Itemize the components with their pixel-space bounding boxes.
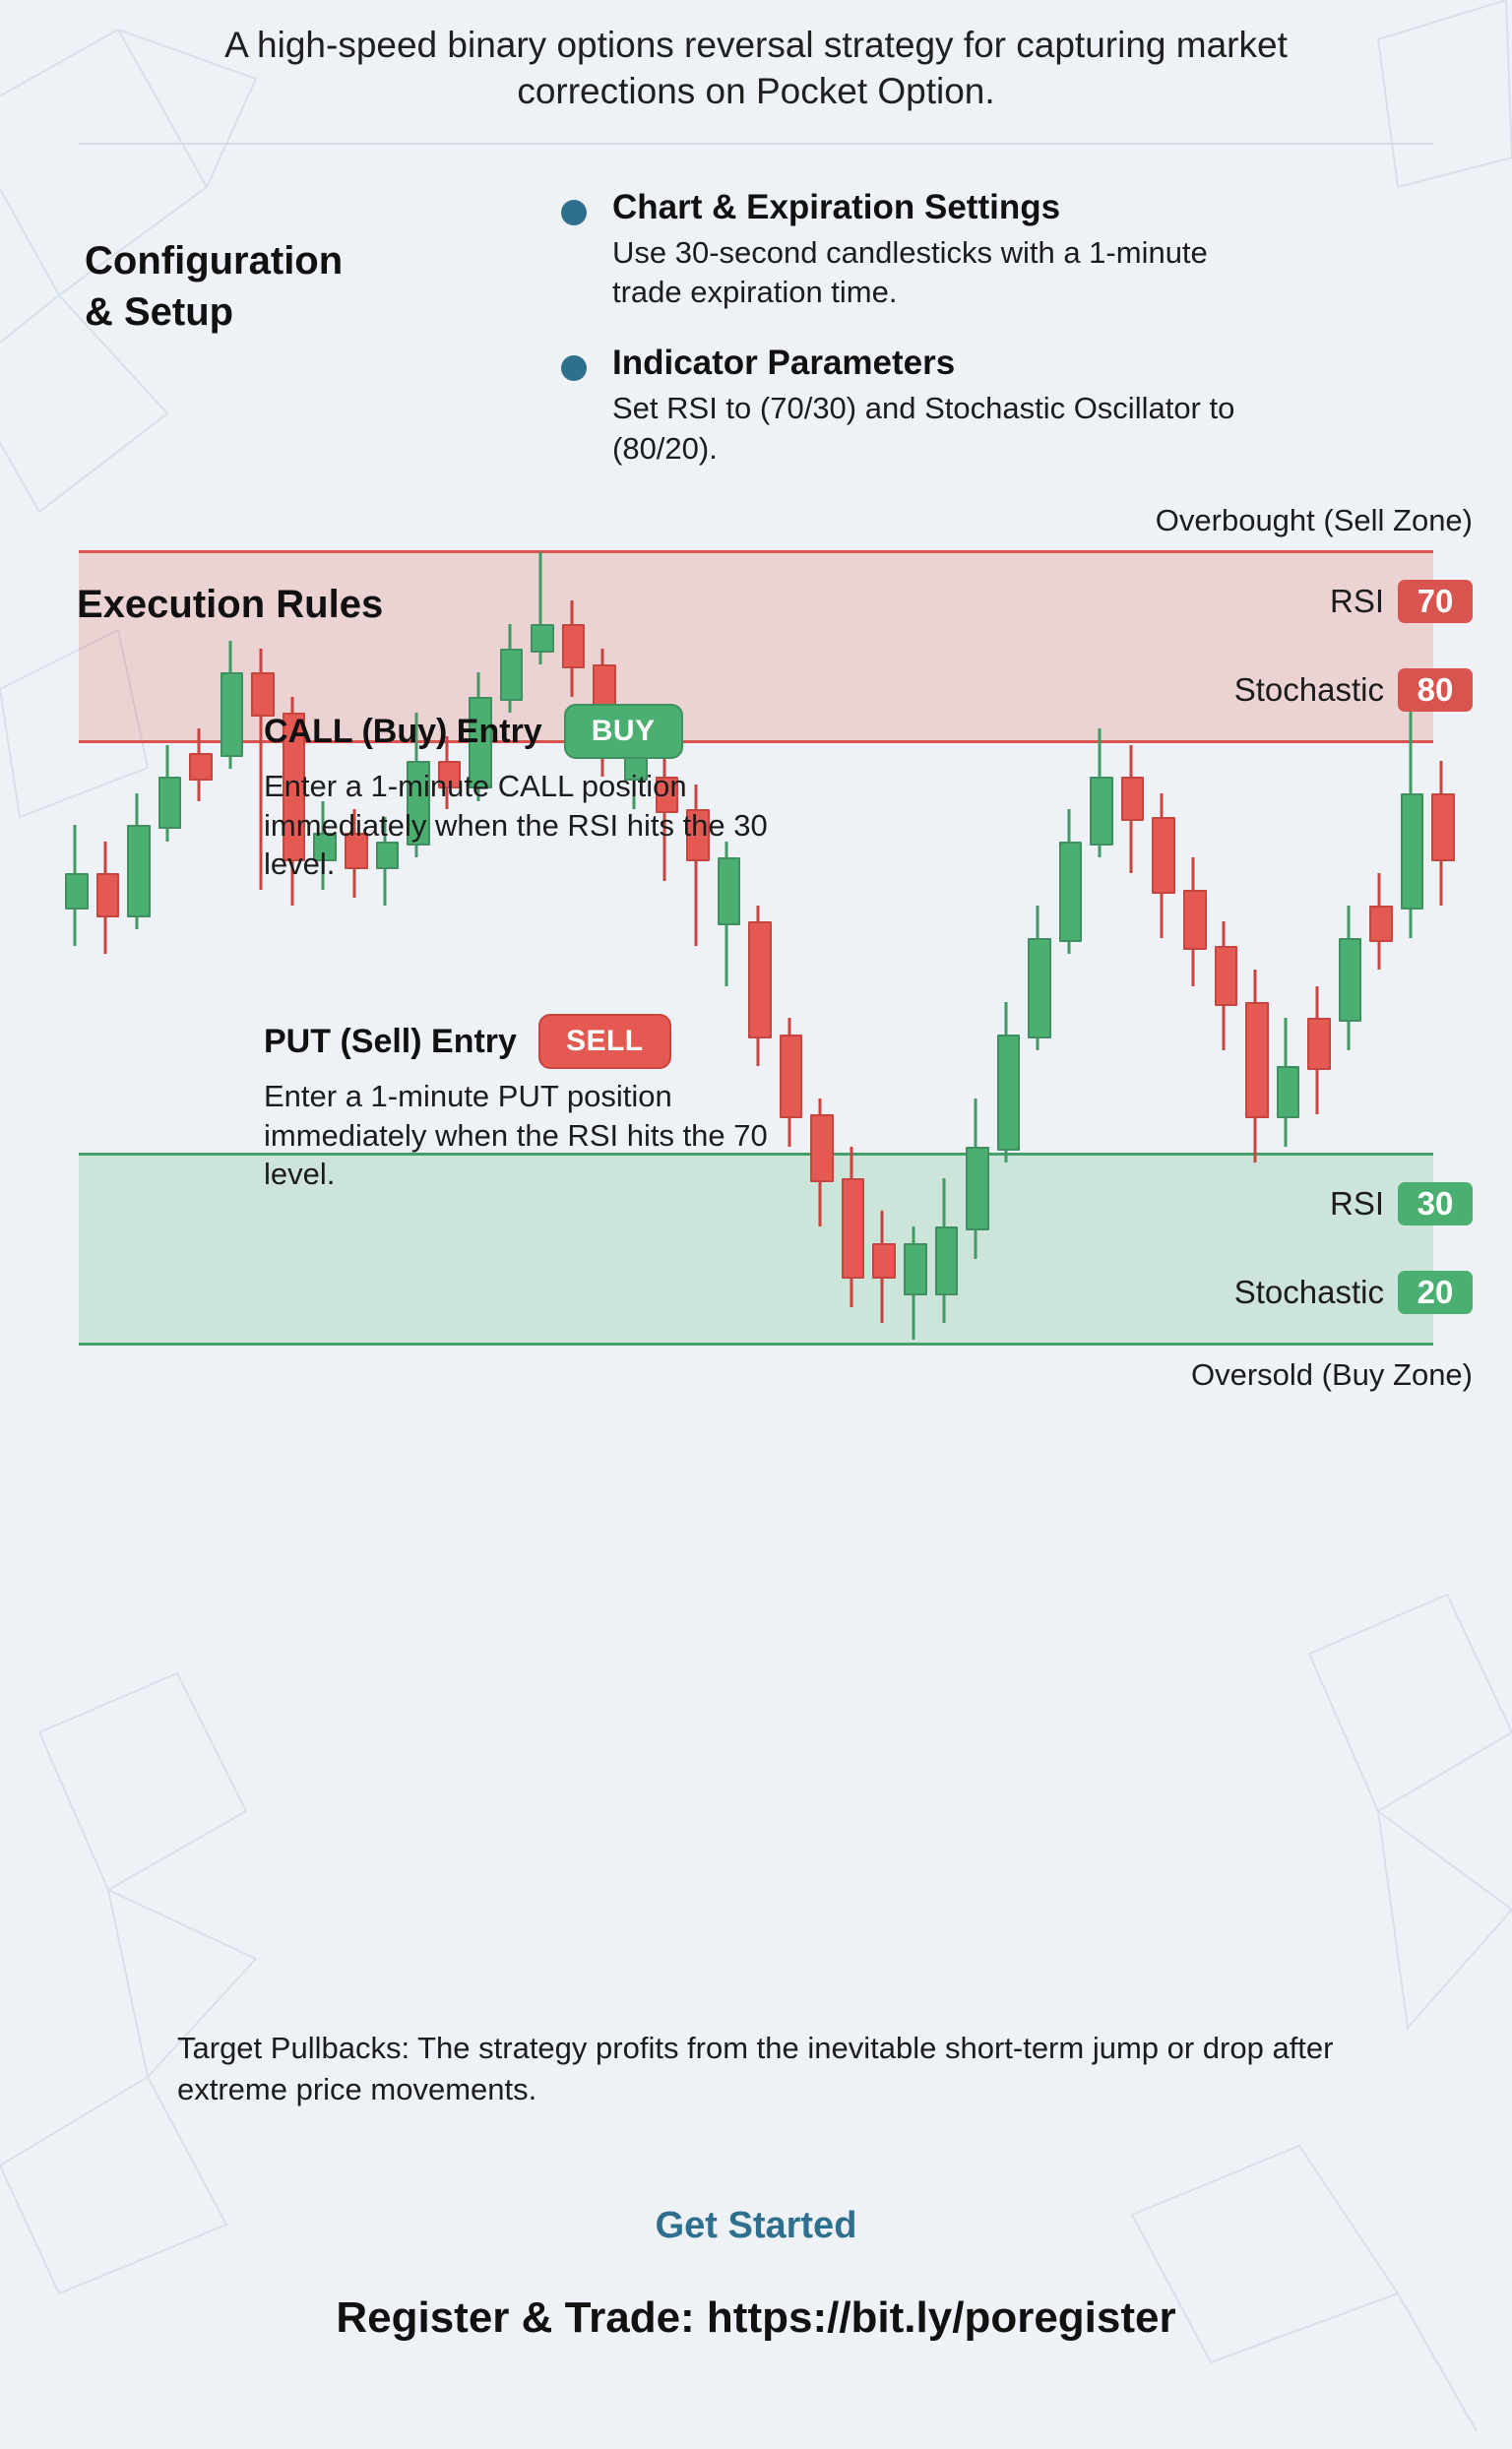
sell-rsi-label: RSI — [1329, 582, 1384, 619]
candle — [158, 513, 178, 1379]
sell-stochastic-label: Stochastic — [1233, 670, 1384, 708]
rule-put-sell-entry — [264, 1014, 815, 1194]
header-subtitle: A high-speed binary options reversal strategy for capturing market corrections on Pocket Option. — [224, 25, 1288, 112]
candle-body — [935, 1226, 959, 1294]
rule-put-title: PUT (Sell) Entry — [264, 1022, 517, 1060]
candle — [407, 513, 426, 1379]
buy-rsi-label: RSI — [1329, 1184, 1384, 1222]
header-divider — [79, 143, 1433, 145]
candle — [283, 513, 302, 1379]
candle — [376, 513, 396, 1379]
candle — [624, 513, 644, 1379]
candle-body — [1090, 777, 1113, 845]
configuration-bullets — [561, 188, 1250, 500]
candle — [1307, 513, 1327, 1379]
candle-body — [220, 672, 244, 757]
candle — [997, 513, 1017, 1379]
sell-zone-stochastic-tag — [1234, 668, 1473, 712]
bullet-dot-icon — [561, 355, 587, 381]
candle — [251, 513, 271, 1379]
candle-body — [562, 624, 586, 668]
configuration-section — [0, 188, 1512, 493]
candle-body — [65, 873, 89, 910]
candle-body — [997, 1035, 1021, 1151]
candle — [1339, 513, 1358, 1379]
candle — [96, 513, 116, 1379]
candle — [1121, 513, 1141, 1379]
candle-body — [872, 1243, 896, 1280]
candle — [1215, 513, 1234, 1379]
candle-series — [59, 513, 1457, 1379]
rule-call-body: Enter a 1-minute CALL position immediately when the RSI hits the 30 level. — [264, 769, 768, 882]
candle-body — [904, 1243, 927, 1295]
rule-call-header — [264, 704, 815, 759]
rule-put-body: Enter a 1-minute PUT position immediately when the RSI hits the 70 level. — [264, 1079, 768, 1192]
candle-body — [1183, 890, 1207, 950]
candle — [748, 513, 768, 1379]
candle — [935, 513, 955, 1379]
candle — [1245, 513, 1265, 1379]
candle — [1369, 513, 1389, 1379]
overbought-zone-label: Overbought (Sell Zone) — [1155, 502, 1473, 537]
candle — [1090, 513, 1109, 1379]
config-item-body: Use 30-second candlesticks with a 1-minute trade expiration time. — [612, 234, 1208, 310]
sell-stochastic-value: 80 — [1398, 668, 1473, 712]
candle-body — [1339, 938, 1362, 1023]
sell-badge[interactable]: SELL — [538, 1014, 671, 1069]
config-item-chart-expiration — [561, 188, 1250, 313]
candle — [500, 513, 520, 1379]
target-pullbacks-note: Target Pullbacks: The strategy profits from the inevitable short-term jump or drop after extreme price movements. — [177, 2031, 1334, 2106]
candle-body — [1245, 1002, 1269, 1118]
header — [0, 0, 1512, 115]
candle — [438, 513, 458, 1379]
candle — [562, 513, 582, 1379]
candle — [469, 513, 488, 1379]
candle — [1059, 513, 1079, 1379]
configuration-title — [85, 235, 439, 338]
candle — [1431, 513, 1451, 1379]
candle-body — [1152, 817, 1175, 893]
bullet-dot-icon — [561, 200, 587, 225]
oversold-zone-label: Oversold (Buy Zone) — [1191, 1356, 1473, 1392]
buy-zone-rsi-tag — [1330, 1182, 1473, 1225]
candle — [966, 513, 985, 1379]
candle-body — [842, 1178, 865, 1279]
execution-rules-title: Execution Rules — [77, 583, 384, 626]
rule-call-buy-entry — [264, 704, 815, 884]
candle — [842, 513, 861, 1379]
candlestick-chart — [0, 503, 1512, 1409]
config-item-heading: Chart & Expiration Settings — [612, 187, 1061, 226]
candle — [127, 513, 147, 1379]
candle — [189, 513, 209, 1379]
candle-body — [127, 825, 151, 917]
candle — [1183, 513, 1203, 1379]
candle — [531, 513, 550, 1379]
buy-stochastic-value: 20 — [1398, 1271, 1473, 1314]
candle-body — [1307, 1018, 1331, 1070]
buy-rsi-value: 30 — [1398, 1182, 1473, 1225]
candle — [780, 513, 799, 1379]
candle — [1277, 513, 1296, 1379]
candle-body — [500, 649, 524, 701]
rule-call-title: CALL (Buy) Entry — [264, 712, 542, 750]
sell-rsi-value: 70 — [1398, 580, 1473, 623]
candle — [1401, 513, 1420, 1379]
buy-stochastic-label: Stochastic — [1233, 1273, 1384, 1310]
candle — [1028, 513, 1047, 1379]
candle-body — [1369, 906, 1393, 942]
candle-body — [1059, 842, 1083, 942]
register-trade-link[interactable]: Register & Trade: https://bit.ly/poregister — [336, 2293, 1176, 2342]
configuration-title-text: Configuration & Setup — [85, 238, 344, 334]
candle — [810, 513, 830, 1379]
candle-body — [158, 777, 182, 829]
candle — [1152, 513, 1171, 1379]
buy-zone-stochastic-tag — [1234, 1271, 1473, 1314]
config-item-indicator-parameters — [561, 344, 1250, 469]
sell-zone-rsi-tag — [1330, 580, 1473, 623]
get-started-link[interactable]: Get Started — [655, 2205, 857, 2246]
candle-body — [1028, 938, 1051, 1038]
rule-put-header — [264, 1014, 815, 1069]
candle — [904, 513, 923, 1379]
candle — [313, 513, 333, 1379]
candle-body — [1121, 777, 1145, 821]
candle — [345, 513, 364, 1379]
candle — [65, 513, 85, 1379]
config-item-body: Set RSI to (70/30) and Stochastic Oscillator to (80/20). — [612, 391, 1235, 466]
candle-body — [1431, 793, 1455, 861]
candle-body — [966, 1147, 989, 1231]
candle — [686, 513, 706, 1379]
candle-body — [189, 753, 213, 781]
candle — [872, 513, 892, 1379]
config-item-heading: Indicator Parameters — [612, 344, 956, 383]
candle — [718, 513, 737, 1379]
candle-body — [1215, 946, 1238, 1006]
candle — [656, 513, 675, 1379]
buy-badge[interactable]: BUY — [564, 704, 683, 759]
candle-body — [1277, 1066, 1300, 1118]
candle-body — [1401, 793, 1424, 910]
candle-body — [96, 873, 120, 917]
candle — [220, 513, 240, 1379]
candle-body — [531, 624, 554, 652]
candle — [593, 513, 612, 1379]
